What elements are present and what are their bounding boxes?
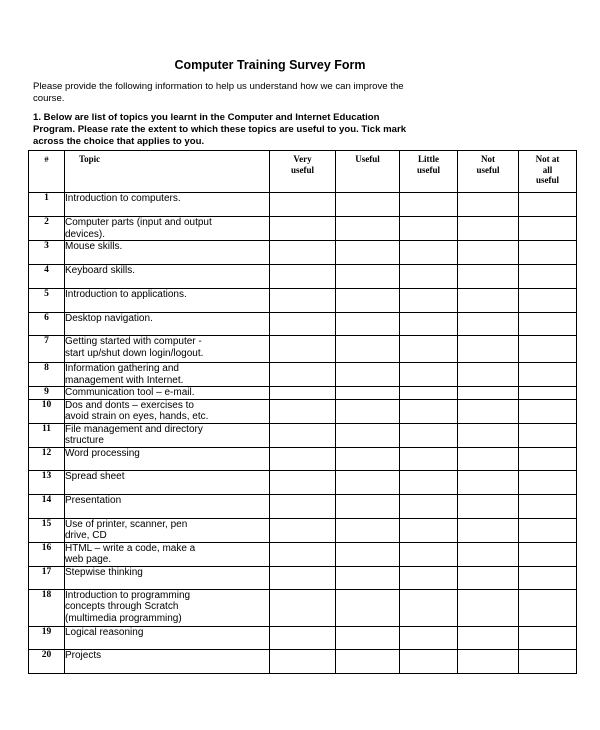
row-number: 20 <box>29 649 65 673</box>
topic-line: Introduction to computers. <box>65 193 181 204</box>
row-number: 1 <box>29 193 65 217</box>
table-row <box>29 447 577 470</box>
rating-cell-very-useful[interactable] <box>270 399 336 423</box>
rating-cell-useful[interactable] <box>336 217 400 241</box>
rating-cell-very-useful[interactable] <box>270 566 336 589</box>
intro-line: course. <box>33 93 65 104</box>
rating-cell-not-useful[interactable] <box>458 193 519 217</box>
topic-line: Computer parts (input and output <box>65 217 212 228</box>
rating-cell-not-at-all-useful[interactable] <box>519 542 577 566</box>
row-topic <box>65 649 270 673</box>
rating-cell-not-useful[interactable] <box>458 494 519 518</box>
rating-cell-useful[interactable] <box>336 313 400 336</box>
rating-cell-very-useful[interactable] <box>270 217 336 241</box>
rating-cell-not-at-all-useful[interactable] <box>519 589 577 626</box>
rating-cell-not-useful[interactable] <box>458 399 519 423</box>
rating-cell-not-useful[interactable] <box>458 542 519 566</box>
table-row <box>29 649 577 673</box>
rating-cell-little-useful[interactable] <box>400 447 458 470</box>
row-topic <box>65 363 270 387</box>
row-topic <box>65 626 270 649</box>
rating-cell-useful[interactable] <box>336 494 400 518</box>
rating-cell-very-useful[interactable] <box>270 193 336 217</box>
rating-cell-little-useful[interactable] <box>400 313 458 336</box>
rating-cell-useful[interactable] <box>336 423 400 447</box>
row-number: 10 <box>29 399 65 423</box>
rating-cell-not-at-all-useful[interactable] <box>519 387 577 400</box>
topic-line: Logical reasoning <box>65 626 144 638</box>
row-topic <box>65 423 270 447</box>
rating-cell-not-at-all-useful[interactable] <box>519 470 577 494</box>
topic-line: Information gathering and <box>65 363 179 374</box>
row-number: 5 <box>29 289 65 313</box>
rating-cell-very-useful[interactable] <box>270 494 336 518</box>
row-number: 9 <box>29 387 65 400</box>
table-row <box>29 470 577 494</box>
header-row <box>29 151 577 193</box>
rating-cell-little-useful[interactable] <box>400 241 458 265</box>
row-topic <box>65 336 270 363</box>
row-topic <box>65 399 270 423</box>
rating-cell-not-useful[interactable] <box>458 313 519 336</box>
topic-line: Introduction to applications. <box>65 289 187 300</box>
topic-line: structure <box>65 435 104 446</box>
rating-cell-not-useful[interactable] <box>458 363 519 387</box>
topic-line: web page. <box>65 554 112 565</box>
table-row <box>29 399 577 423</box>
intro-text <box>33 81 513 105</box>
row-number: 4 <box>29 265 65 289</box>
rating-cell-very-useful[interactable] <box>270 241 336 265</box>
rating-cell-not-at-all-useful[interactable] <box>519 313 577 336</box>
row-topic <box>65 494 270 518</box>
topic-line: Dos and donts – exercises to <box>65 399 194 411</box>
row-topic <box>65 542 270 566</box>
rating-cell-useful[interactable] <box>336 518 400 542</box>
topic-line: Communication tool – e-mail. <box>65 387 195 398</box>
rating-cell-little-useful[interactable] <box>400 217 458 241</box>
rating-cell-not-at-all-useful[interactable] <box>519 423 577 447</box>
rating-cell-not-useful[interactable] <box>458 470 519 494</box>
header-useful: Useful <box>336 151 400 193</box>
row-number: 16 <box>29 542 65 566</box>
row-topic <box>65 387 270 400</box>
header-not-useful: Not useful <box>458 151 519 193</box>
topic-line: management with Internet. <box>65 374 184 386</box>
rating-cell-very-useful[interactable] <box>270 387 336 400</box>
rating-cell-very-useful[interactable] <box>270 423 336 447</box>
topic-line: Desktop navigation. <box>65 313 153 324</box>
table-row <box>29 518 577 542</box>
rating-cell-little-useful[interactable] <box>400 542 458 566</box>
rating-cell-little-useful[interactable] <box>400 265 458 289</box>
rating-cell-little-useful[interactable] <box>400 289 458 313</box>
row-number: 7 <box>29 336 65 363</box>
row-number: 13 <box>29 470 65 494</box>
table-row <box>29 265 577 289</box>
rating-cell-very-useful[interactable] <box>270 626 336 649</box>
rating-cell-not-useful[interactable] <box>458 217 519 241</box>
rating-cell-very-useful[interactable] <box>270 363 336 387</box>
rating-cell-useful[interactable] <box>336 589 400 626</box>
rating-cell-not-useful[interactable] <box>458 518 519 542</box>
table-row <box>29 241 577 265</box>
rating-cell-not-useful[interactable] <box>458 289 519 313</box>
rating-cell-useful[interactable] <box>336 193 400 217</box>
rating-cell-not-useful[interactable] <box>458 447 519 470</box>
row-topic <box>65 589 270 626</box>
topic-line: drive, CD <box>65 530 107 541</box>
table-row <box>29 423 577 447</box>
rating-cell-very-useful[interactable] <box>270 336 336 363</box>
rating-cell-very-useful[interactable] <box>270 265 336 289</box>
row-number: 14 <box>29 494 65 518</box>
table-row <box>29 193 577 217</box>
rating-cell-very-useful[interactable] <box>270 649 336 673</box>
header-topic: Topic <box>65 151 270 193</box>
rating-cell-very-useful[interactable] <box>270 542 336 566</box>
topic-line: Mouse skills. <box>65 241 123 252</box>
instruction-line: Program. Please rate the extent to which these topics are useful to you. Tick mark <box>33 124 407 135</box>
table-row <box>29 363 577 387</box>
row-number: 6 <box>29 313 65 336</box>
rating-cell-little-useful[interactable] <box>400 589 458 626</box>
row-topic <box>65 193 270 217</box>
topic-line: Spread sheet <box>65 470 125 482</box>
topic-line: Getting started with computer - <box>65 336 202 347</box>
rating-cell-not-useful[interactable] <box>458 336 519 363</box>
survey-body <box>29 193 577 674</box>
rating-cell-little-useful[interactable] <box>400 626 458 649</box>
rating-cell-not-useful[interactable] <box>458 241 519 265</box>
row-topic <box>65 518 270 542</box>
topic-line: Projects <box>65 649 102 661</box>
row-number: 8 <box>29 363 65 387</box>
rating-cell-not-at-all-useful[interactable] <box>519 566 577 589</box>
rating-cell-not-useful[interactable] <box>458 649 519 673</box>
row-topic <box>65 470 270 494</box>
row-topic <box>65 289 270 313</box>
row-topic <box>65 217 270 241</box>
rating-cell-useful[interactable] <box>336 289 400 313</box>
topic-line: start up/shut down login/logout. <box>65 347 204 359</box>
header-little-useful: Little useful <box>400 151 458 193</box>
row-number: 11 <box>29 423 65 447</box>
row-number: 2 <box>29 217 65 241</box>
topic-line: Presentation <box>65 494 122 506</box>
instruction-line: across the choice that applies to you. <box>33 136 205 147</box>
rating-cell-useful[interactable] <box>336 566 400 589</box>
rating-cell-not-useful[interactable] <box>458 589 519 626</box>
rating-cell-not-at-all-useful[interactable] <box>519 447 577 470</box>
rating-cell-very-useful[interactable] <box>270 589 336 626</box>
form-title: Computer Training Survey Form <box>174 58 366 72</box>
rating-cell-little-useful[interactable] <box>400 363 458 387</box>
table-row <box>29 542 577 566</box>
rating-cell-little-useful[interactable] <box>400 387 458 400</box>
table-row <box>29 217 577 241</box>
rating-cell-not-useful[interactable] <box>458 265 519 289</box>
header-very-useful: Very useful <box>270 151 336 193</box>
rating-cell-not-at-all-useful[interactable] <box>519 241 577 265</box>
topic-line: Word processing <box>65 447 140 459</box>
rating-cell-useful[interactable] <box>336 470 400 494</box>
rating-cell-not-useful[interactable] <box>458 566 519 589</box>
topic-line: devices). <box>65 228 106 240</box>
rating-cell-not-useful[interactable] <box>458 626 519 649</box>
instruction-text <box>33 112 513 148</box>
row-number: 15 <box>29 518 65 542</box>
topic-line: Use of printer, scanner, pen <box>65 518 188 530</box>
topic-line: Keyboard skills. <box>65 265 136 276</box>
rating-cell-little-useful[interactable] <box>400 649 458 673</box>
rating-cell-useful[interactable] <box>336 399 400 423</box>
rating-cell-not-useful[interactable] <box>458 387 519 400</box>
row-topic <box>65 313 270 336</box>
header-number: # <box>29 151 65 193</box>
rating-cell-useful[interactable] <box>336 447 400 470</box>
survey-table <box>28 150 577 674</box>
rating-cell-not-at-all-useful[interactable] <box>519 363 577 387</box>
rating-cell-useful[interactable] <box>336 363 400 387</box>
rating-cell-very-useful[interactable] <box>270 447 336 470</box>
table-row <box>29 589 577 626</box>
rating-cell-not-at-all-useful[interactable] <box>519 626 577 649</box>
topic-line: avoid strain on eyes, hands, etc. <box>65 411 209 422</box>
rating-cell-little-useful[interactable] <box>400 494 458 518</box>
rating-cell-not-at-all-useful[interactable] <box>519 518 577 542</box>
rating-cell-not-at-all-useful[interactable] <box>519 289 577 313</box>
row-number: 17 <box>29 566 65 589</box>
rating-cell-not-at-all-useful[interactable] <box>519 399 577 423</box>
rating-cell-not-at-all-useful[interactable] <box>519 494 577 518</box>
topic-line: Introduction to programming <box>65 589 191 601</box>
rating-cell-little-useful[interactable] <box>400 470 458 494</box>
rating-cell-very-useful[interactable] <box>270 518 336 542</box>
instruction-line: 1. Below are list of topics you learnt in the Computer and Internet Education <box>33 112 380 123</box>
rating-cell-not-at-all-useful[interactable] <box>519 336 577 363</box>
rating-cell-useful[interactable] <box>336 336 400 363</box>
rating-cell-not-useful[interactable] <box>458 423 519 447</box>
topic-line: (multimedia programming) <box>65 612 182 624</box>
header-not-at-all-useful: Not at all useful <box>519 151 577 193</box>
row-number: 19 <box>29 626 65 649</box>
table-row <box>29 566 577 589</box>
row-number: 12 <box>29 447 65 470</box>
rating-cell-very-useful[interactable] <box>270 313 336 336</box>
rating-cell-little-useful[interactable] <box>400 566 458 589</box>
row-number: 18 <box>29 589 65 626</box>
rating-cell-not-at-all-useful[interactable] <box>519 265 577 289</box>
rating-cell-little-useful[interactable] <box>400 193 458 217</box>
rating-cell-not-at-all-useful[interactable] <box>519 193 577 217</box>
row-topic <box>65 566 270 589</box>
rating-cell-useful[interactable] <box>336 542 400 566</box>
rating-cell-not-at-all-useful[interactable] <box>519 217 577 241</box>
topic-line: File management and directory <box>65 423 203 435</box>
topic-line: HTML – write a code, make a <box>65 542 196 554</box>
rating-cell-useful[interactable] <box>336 241 400 265</box>
table-row <box>29 336 577 363</box>
rating-cell-little-useful[interactable] <box>400 336 458 363</box>
table-row <box>29 494 577 518</box>
table-row <box>29 387 577 400</box>
rating-cell-little-useful[interactable] <box>400 518 458 542</box>
rating-cell-useful[interactable] <box>336 649 400 673</box>
table-row <box>29 313 577 336</box>
rating-cell-useful[interactable] <box>336 387 400 400</box>
row-topic <box>65 447 270 470</box>
rating-cell-very-useful[interactable] <box>270 289 336 313</box>
intro-line: Please provide the following information to help us understand how we can improve the <box>33 81 404 92</box>
rating-cell-little-useful[interactable] <box>400 423 458 447</box>
rating-cell-very-useful[interactable] <box>270 470 336 494</box>
rating-cell-little-useful[interactable] <box>400 399 458 423</box>
topic-line: concepts through Scratch <box>65 601 179 612</box>
row-topic <box>65 265 270 289</box>
topic-line: Stepwise thinking <box>65 566 143 578</box>
table-row <box>29 289 577 313</box>
table-row <box>29 626 577 649</box>
row-number: 3 <box>29 241 65 265</box>
rating-cell-useful[interactable] <box>336 265 400 289</box>
rating-cell-useful[interactable] <box>336 626 400 649</box>
rating-cell-not-at-all-useful[interactable] <box>519 649 577 673</box>
row-topic <box>65 241 270 265</box>
